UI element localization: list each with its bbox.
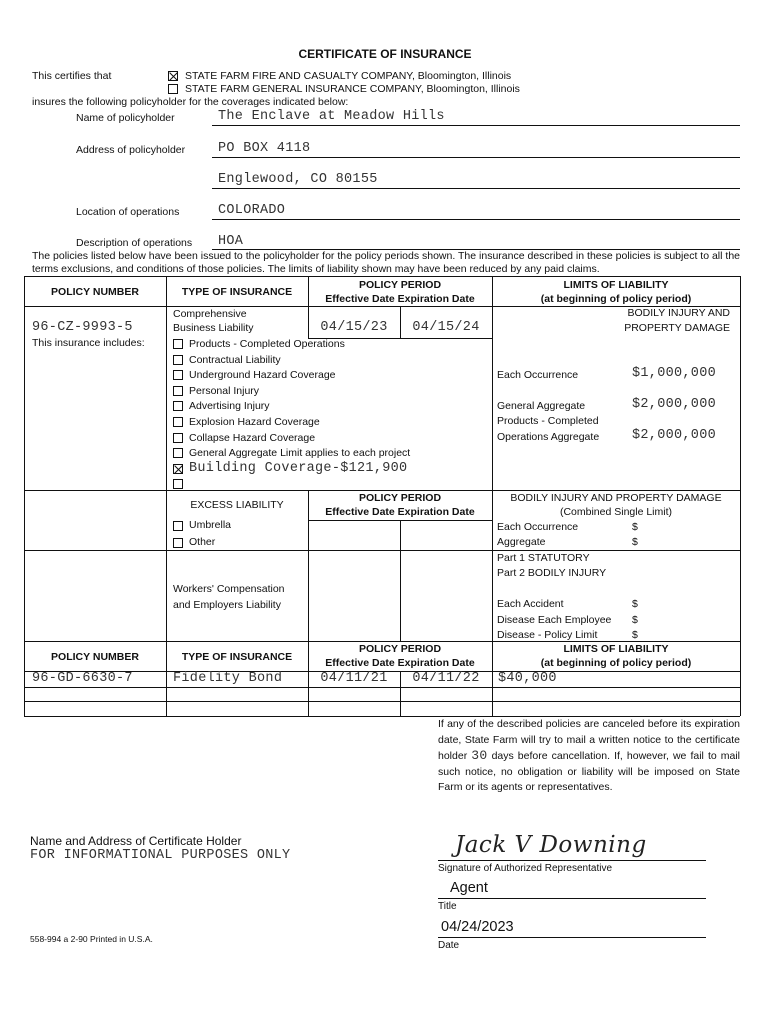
header2-eff-exp: Effective Date Expiration Date bbox=[325, 657, 475, 669]
products-label2: Operations Aggregate bbox=[497, 431, 600, 443]
title-line bbox=[438, 898, 706, 899]
coverage-option-label: Underground Hazard Coverage bbox=[189, 369, 336, 382]
signature-script: Jack V Downing bbox=[455, 832, 647, 858]
other-label: Other bbox=[189, 536, 216, 548]
excess-each-occurrence-label: Each Occurrence bbox=[497, 521, 579, 533]
liability-policy-number: 96-CZ-9993-5 bbox=[32, 320, 133, 335]
bodily-injury-line2: PROPERTY DAMAGE bbox=[624, 322, 730, 334]
certificate-holder-value: FOR INFORMATIONAL PURPOSES ONLY bbox=[30, 848, 291, 863]
coverage-option-label: General Aggregate Limit applies to each project bbox=[189, 447, 411, 460]
header2-policy-period: POLICY PERIOD bbox=[358, 643, 442, 655]
coverage-option-checkbox[interactable] bbox=[173, 401, 183, 411]
coverage-option-checkbox[interactable] bbox=[173, 417, 183, 427]
signature-line bbox=[438, 860, 706, 861]
fidelity-effective: 04/11/21 bbox=[320, 671, 388, 686]
header2-type: TYPE OF INSURANCE bbox=[181, 651, 293, 663]
document-title: CERTIFICATE OF INSURANCE bbox=[298, 47, 472, 61]
coverage-option-checkbox[interactable] bbox=[173, 464, 183, 474]
certifies-label: This certifies that bbox=[32, 70, 112, 82]
coverage-option-checkbox[interactable] bbox=[173, 433, 183, 443]
notice-text: The policies listed below have been issued to the policyholder for the policy periods shown. The insurance described in these policies is subject to all the terms exclusions, and conditions of those policies. The limits of liability shown may have been reduced by any paid claims. bbox=[32, 250, 740, 275]
excess-label: EXCESS LIABILITY bbox=[190, 499, 284, 511]
col-right bbox=[740, 276, 741, 716]
company1-label: STATE FARM FIRE AND CASUALTY COMPANY, Bloomington, Illinois bbox=[185, 70, 512, 82]
title-label: Title bbox=[438, 901, 457, 912]
coverage-option-checkbox[interactable] bbox=[173, 355, 183, 365]
company2-checkbox[interactable] bbox=[168, 84, 178, 94]
address-line2: Englewood, CO 80155 bbox=[218, 172, 378, 187]
disease-policy-dollar: $ bbox=[632, 629, 638, 641]
each-accident-label: Each Accident bbox=[497, 598, 564, 610]
excess-aggregate-dollar: $ bbox=[632, 536, 638, 548]
disease-each-dollar: $ bbox=[632, 614, 638, 626]
header2-limits: LIMITS OF LIABILITY bbox=[563, 643, 669, 655]
cancellation-notice: If any of the described policies are canceled before its expiration date, State Farm will try to mail a written notice to the certificate holder 30 days before cancellation. If, however, we fail to mail such notice, no obligation or liability will be imposed on State Farm or its agents or representatives. bbox=[438, 718, 741, 793]
address-label: Address of policyholder bbox=[76, 144, 186, 156]
description-label: Description of operations bbox=[76, 237, 193, 249]
type-line2: Business Liability bbox=[173, 322, 254, 334]
fidelity-limit: $40,000 bbox=[498, 671, 557, 686]
fidelity-expiration: 04/11/22 bbox=[412, 671, 480, 686]
general-aggregate-label: General Aggregate bbox=[497, 400, 586, 412]
date-line bbox=[438, 937, 706, 938]
coverage-option-checkbox[interactable] bbox=[173, 479, 183, 489]
coverage-option-label: Products - Completed Operations bbox=[189, 338, 345, 350]
liability-expiration: 04/15/24 bbox=[412, 320, 480, 335]
workers-label1: Workers' Compensation bbox=[173, 583, 285, 595]
coverage-option-label: Advertising Injury bbox=[189, 400, 270, 413]
header-eff-exp: Effective Date Expiration Date bbox=[325, 293, 475, 305]
bodily-injury-line1: BODILY INJURY AND bbox=[627, 307, 730, 319]
fidelity-type: Fidelity Bond bbox=[173, 671, 283, 686]
coverage-option-checkbox[interactable] bbox=[173, 339, 183, 349]
header2-limits-sub: (at beginning of policy period) bbox=[540, 657, 692, 669]
address-underline2 bbox=[212, 188, 740, 189]
excess-each-occurrence-dollar: $ bbox=[632, 521, 638, 533]
signature-label: Signature of Authorized Representative bbox=[438, 863, 612, 874]
company2-label: STATE FARM GENERAL INSURANCE COMPANY, Bloomington, Illinois bbox=[185, 83, 520, 95]
location-value: COLORADO bbox=[218, 203, 286, 218]
description-value: HOA bbox=[218, 234, 244, 249]
coverage-option-checkbox[interactable] bbox=[173, 386, 183, 396]
header-type: TYPE OF INSURANCE bbox=[181, 286, 293, 298]
liability-effective: 04/15/23 bbox=[320, 320, 388, 335]
address-line1: PO BOX 4118 bbox=[218, 141, 311, 156]
col-left bbox=[24, 276, 25, 716]
header-policy-period: POLICY PERIOD bbox=[358, 279, 442, 291]
excess-period-bottom bbox=[308, 520, 492, 521]
disease-each-label: Disease Each Employee bbox=[497, 614, 612, 626]
workers-bottom-border bbox=[24, 641, 740, 642]
date-label: Date bbox=[438, 940, 460, 951]
type-line1: Comprehensive bbox=[173, 308, 247, 320]
coverage-option-checkbox[interactable] bbox=[173, 370, 183, 380]
coverage-option-label: Personal Injury bbox=[189, 384, 260, 397]
date-value: 04/24/2023 bbox=[441, 919, 514, 935]
header2-policy-number: POLICY NUMBER bbox=[51, 651, 139, 663]
umbrella-checkbox[interactable] bbox=[173, 521, 183, 531]
title-value: Agent bbox=[450, 880, 488, 896]
name-underline bbox=[212, 125, 740, 126]
coverage-option-label: Explosion Hazard Coverage bbox=[189, 416, 320, 428]
coverage-option-label: Building Coverage-$121,900 bbox=[189, 460, 408, 476]
row1-bottom-border bbox=[24, 687, 740, 688]
excess-aggregate-label: Aggregate bbox=[497, 536, 546, 548]
certificate-holder-label: Name and Address of Certificate Holder bbox=[30, 834, 242, 848]
products-label1: Products - Completed bbox=[497, 415, 599, 427]
each-accident-dollar: $ bbox=[632, 598, 638, 610]
policyholder-name: The Enclave at Meadow Hills bbox=[218, 109, 445, 124]
header-policy-number: POLICY NUMBER bbox=[51, 286, 139, 298]
insures-text: insures the following policyholder for the coverages indicated below: bbox=[32, 96, 349, 108]
coverage-option-checkbox[interactable] bbox=[173, 448, 183, 458]
fidelity-policy-number: 96-GD-6630-7 bbox=[32, 671, 133, 686]
umbrella-label: Umbrella bbox=[189, 519, 232, 531]
location-label: Location of operations bbox=[76, 206, 180, 218]
excess-eff-exp-header: Effective Date Expiration Date bbox=[325, 506, 475, 518]
part2-label: Part 2 BODILY INJURY bbox=[497, 567, 607, 579]
each-occurrence-label: Each Occurrence bbox=[497, 369, 579, 381]
cancellation-days: 30 bbox=[471, 748, 488, 763]
products-aggregate-value: $2,000,000 bbox=[632, 428, 717, 443]
excess-period-header: POLICY PERIOD bbox=[358, 492, 442, 504]
address-underline1 bbox=[212, 157, 740, 158]
other-checkbox[interactable] bbox=[173, 538, 183, 548]
excess-limits-sub: (Combined Single Limit) bbox=[559, 506, 673, 518]
workers-label2: and Employers Liability bbox=[173, 599, 281, 611]
general-aggregate-value: $2,000,000 bbox=[632, 397, 717, 412]
coverage-option-label: Collapse Hazard Coverage bbox=[189, 431, 316, 444]
disease-policy-label: Disease - Policy Limit bbox=[497, 629, 598, 641]
excess-bottom-border bbox=[24, 550, 740, 551]
header-limits-sub: (at beginning of policy period) bbox=[540, 293, 692, 305]
excess-limits-title: BODILY INJURY AND PROPERTY DAMAGE bbox=[510, 492, 722, 504]
col-eff-excess bbox=[400, 520, 401, 641]
name-label: Name of policyholder bbox=[76, 112, 175, 124]
part1-label: Part 1 STATUTORY bbox=[497, 552, 590, 564]
row2-bottom-border bbox=[24, 701, 740, 702]
includes-label: This insurance includes: bbox=[32, 337, 145, 349]
header-limits: LIMITS OF LIABILITY bbox=[563, 279, 669, 291]
coverage-option-label: Contractual Liability bbox=[189, 353, 281, 366]
form-footer: 558-994 a 2-90 Printed in U.S.A. bbox=[30, 934, 153, 944]
liability-bottom-border bbox=[24, 490, 740, 491]
company1-checkbox[interactable] bbox=[168, 71, 178, 81]
location-underline bbox=[212, 219, 740, 220]
table-top-border bbox=[24, 276, 740, 277]
col-policy-number bbox=[166, 276, 167, 716]
each-occurrence-value: $1,000,000 bbox=[632, 366, 717, 381]
